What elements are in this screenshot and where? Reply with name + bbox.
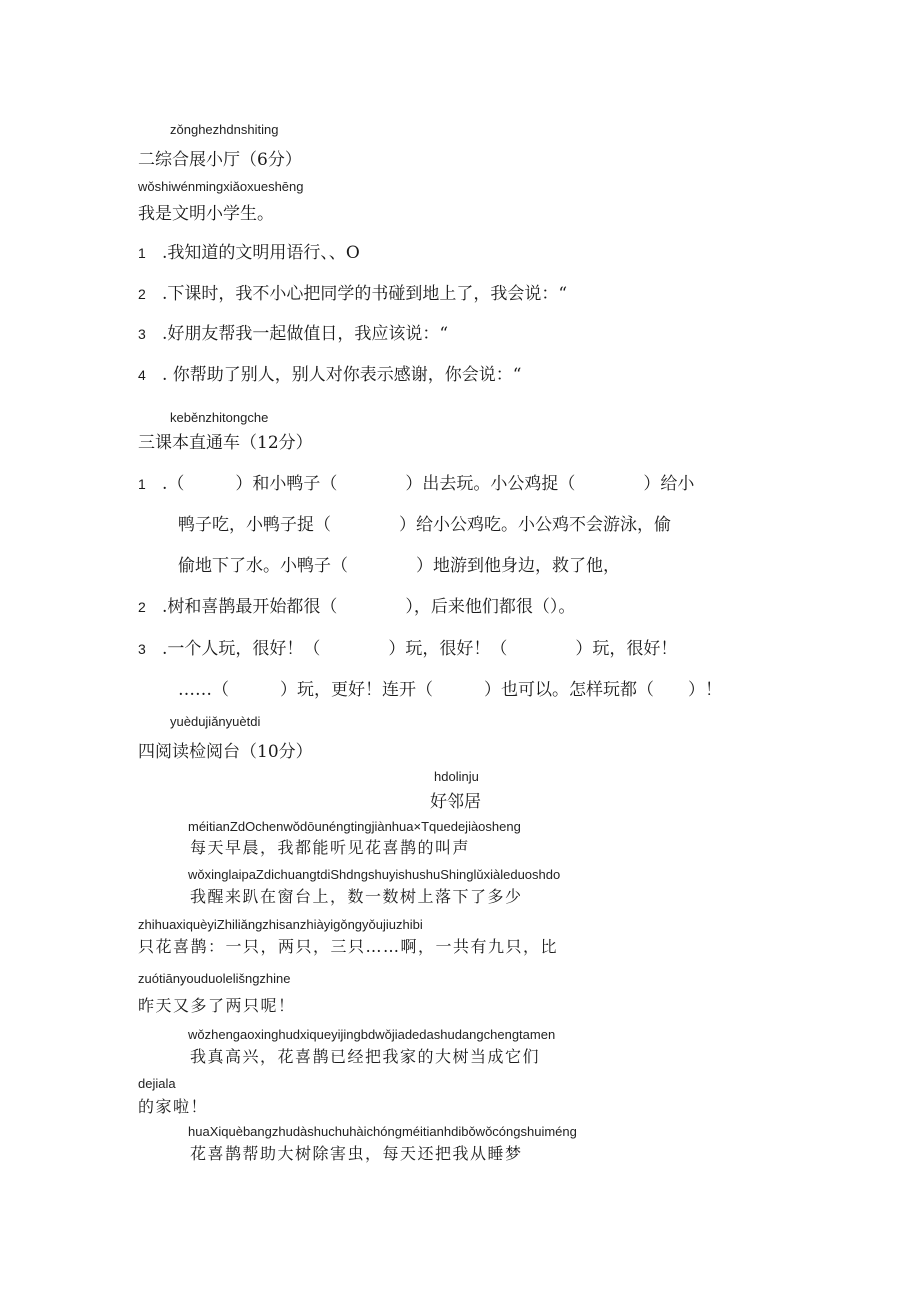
reading-pinyin: dejiala [138, 1076, 176, 1091]
story-title: 好邻居 [430, 792, 481, 812]
q2-text: .树和喜鹊最开始都很（ ），后来他们都很（）。 [162, 597, 576, 617]
item-text: .我知道的文明用语行、、O [162, 243, 360, 263]
item-text: . 你帮助了别人，别人对你表示感谢，你会说：“ [162, 365, 522, 385]
reading-line: 只花喜鹊：一只，两只，三只……啊，一共有九只，比 [138, 937, 559, 956]
reading-line: 我真高兴，花喜鹊已经把我家的大树当成它们 [190, 1047, 541, 1066]
story-title-pinyin: hdolinju [434, 769, 479, 784]
q2-line [138, 592, 575, 617]
reading-pinyin: zhihuaxiquèyiZhiliǎngzhisanzhiàyigǒngyǒujiuzhibi [138, 917, 423, 932]
section2-title: 二综合展小厅（6分） [138, 150, 302, 170]
section4-title: 四阅读检阅台（10分） [138, 742, 313, 762]
item-number: 4 [138, 367, 146, 383]
reading-line: 每天早晨，我都能听见花喜鹊的叫声 [190, 838, 471, 857]
item-text: .好朋友帮我一起做值日，我应该说：“ [162, 324, 449, 344]
reading-pinyin: wǒxinglaipaZdichuangtdiShdngshuyishushuShinglǔxiàleduoshdo [188, 867, 561, 882]
q2-number: 2 [138, 599, 146, 615]
section2-intro: 我是文明小学生。 [138, 204, 274, 224]
q1-line1: .（ ）和小鸭子（ ）出去玩。小公鸡捉（ ）给小 [162, 474, 695, 494]
q3-line [138, 634, 677, 659]
reading-pinyin: wǒzhengaoxinghudxiqueyijingbdwǒjiadedashudangchengtamen [188, 1027, 556, 1042]
q1-line2: 鸭子吃，小鸭子捉（ ）给小公鸡吃。小公鸡不会游泳，偷 [178, 515, 671, 535]
section2-intro-pinyin: wǒshiwénmingxiǎoxueshēng [138, 179, 304, 194]
section4-pinyin: yuèdujiǎnyuètdi [170, 714, 261, 729]
q3-line1: .一个人玩，很好！（ ）玩，很好！（ ）玩，很好！ [162, 639, 678, 659]
item-number: 2 [138, 286, 146, 302]
section2-item [138, 238, 360, 263]
reading-line: 的家啦！ [138, 1097, 209, 1116]
section2-item [138, 360, 522, 385]
q1-line [138, 469, 694, 494]
reading-pinyin: huaXiquèbangzhudàshuchuhàichóngméitianhdibǒwǒcóngshuiméng [188, 1124, 577, 1139]
section2-pinyin: zǒnghezhdnshiting [170, 122, 279, 137]
reading-pinyin: zuótiānyouduolelišngzhine [138, 971, 291, 986]
q1-number: 1 [138, 476, 146, 492]
reading-line: 我醒来趴在窗台上，数一数树上落下了多少 [190, 887, 523, 906]
section2-item [138, 319, 448, 344]
reading-pinyin: méitianZdOchenwǒdōunéngtingjiànhua×Tquedejiàosheng [188, 819, 521, 834]
reading-line: 花喜鹊帮助大树除害虫，每天还把我从睡梦 [190, 1144, 523, 1163]
q3-number: 3 [138, 641, 146, 657]
item-text: .下课时，我不小心把同学的书碰到地上了，我会说：“ [162, 284, 568, 304]
section3-pinyin: keběnzhitongche [170, 410, 269, 425]
q1-line3: 偷地下了水。小鸭子（ ）地游到他身边，救了他， [178, 556, 620, 576]
reading-line: 昨天又多了两只呢！ [138, 996, 296, 1015]
item-number: 3 [138, 326, 146, 342]
q3-line2: ……（ ）玩，更好！连开（ ）也可以。怎样玩都（ ）！ [178, 680, 722, 700]
item-number: 1 [138, 245, 146, 261]
section2-item [138, 279, 567, 304]
section3-title: 三课本直通车（12分） [138, 433, 313, 453]
